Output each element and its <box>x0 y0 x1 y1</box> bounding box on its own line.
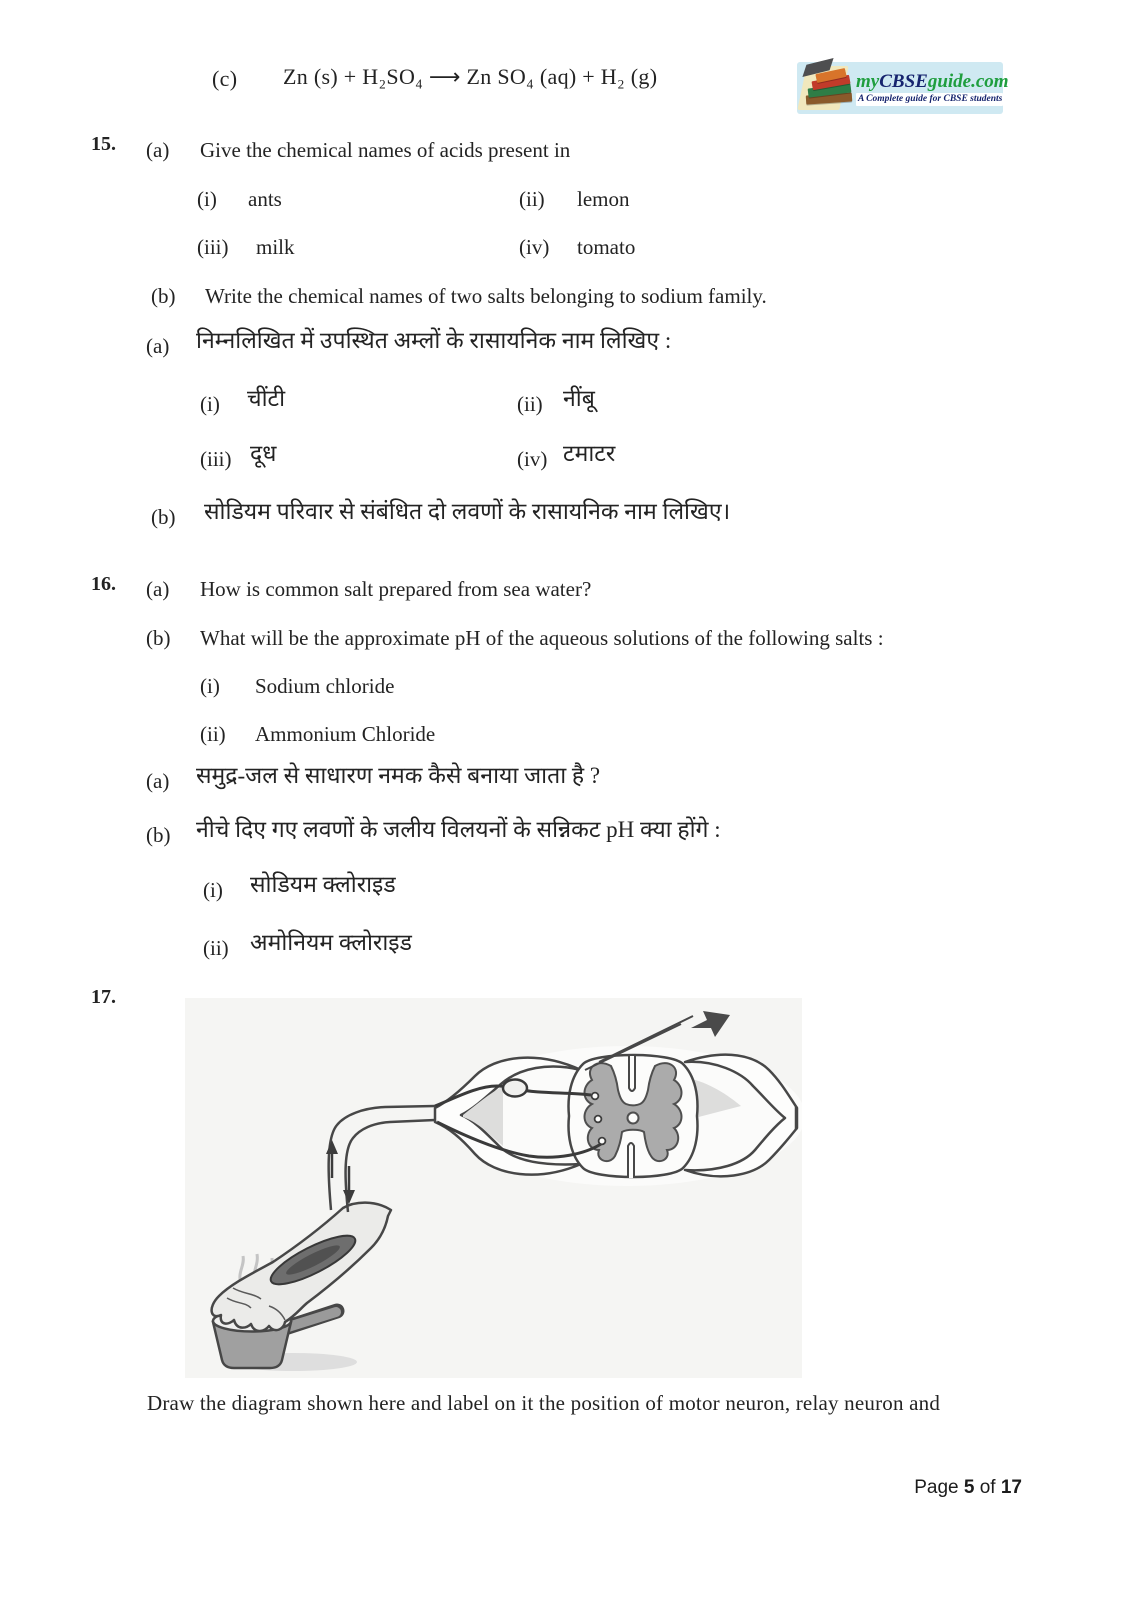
list-item-text: सोडियम क्लोराइड <box>250 872 396 897</box>
reflex-arc-figure <box>185 998 802 1378</box>
list-item-text: ants <box>248 187 282 211</box>
books-and-cap-icon <box>797 62 855 114</box>
equation-item-label: (c) <box>212 66 238 91</box>
question-number-17: 17. <box>91 986 116 1008</box>
question-number-16: 16. <box>91 573 116 595</box>
logo-my: my <box>856 70 880 92</box>
q15a-text: Give the chemical names of acids present in <box>200 138 571 162</box>
list-item-text: lemon <box>577 187 630 211</box>
list-item-marker: (iv) <box>517 447 548 471</box>
list-item-marker: (iii) <box>200 447 232 471</box>
q16a-hi-label: (a) <box>146 769 170 793</box>
list-item-marker: (ii) <box>203 936 229 960</box>
chemical-equation: Zn (s) + H₂SO₄ ⟶ Zn SO₄ (aq) + H₂ (g) <box>283 64 658 89</box>
list-item-marker: (i) <box>203 878 223 902</box>
q16b-label: (b) <box>146 626 171 650</box>
list-item-text: Ammonium Chloride <box>255 722 436 746</box>
q15b-text: Write the chemical names of two salts belonging to sodium family. <box>205 284 767 308</box>
logo-text <box>855 70 1009 106</box>
central-canal <box>628 1113 639 1124</box>
q15b-hi-label: (b) <box>151 505 176 529</box>
list-item-text: Sodium chloride <box>255 674 395 698</box>
list-item-marker: (iii) <box>197 235 229 259</box>
q16a-label: (a) <box>146 577 170 601</box>
list-item-marker: (ii) <box>200 722 226 746</box>
list-item-text: टमाटर <box>563 441 616 466</box>
reflex-arc-diagram <box>185 998 802 1378</box>
page-footer <box>914 1477 1022 1499</box>
q16a-text: How is common salt prepared from sea water? <box>200 577 592 601</box>
q15a-label: (a) <box>146 138 170 162</box>
dorsal-root-ganglion <box>503 1080 527 1097</box>
total-pages: 17 <box>1000 1477 1022 1498</box>
list-item-marker: (i) <box>200 392 220 416</box>
logo-tagline: A Complete guide for CBSE students <box>858 93 1003 104</box>
list-item-text: नींबू <box>563 386 595 411</box>
list-item-marker: (i) <box>200 674 220 698</box>
mycbseguide-logo[interactable] <box>797 62 1009 114</box>
page-label: Page <box>914 1477 959 1498</box>
q15a-hi-label: (a) <box>146 334 170 358</box>
q15a-hi-text: निम्नलिखित में उपस्थित अम्लों के रासायनिक नाम लिखिए : <box>196 328 672 353</box>
q16a-hi-text: समुद्र-जल से साधारण नमक कैसे बनाया जाता है ? <box>196 763 601 788</box>
list-item-text: चींटी <box>247 386 286 411</box>
q16b-text: What will be the approximate pH of the aqueous solutions of the following salts : <box>200 626 884 650</box>
q16b-hi-label: (b) <box>146 823 171 847</box>
list-item-marker: (i) <box>197 187 217 211</box>
list-item-text: tomato <box>577 235 636 259</box>
q15b-hi-text: सोडियम परिवार से संबंधित दो लवणों के रासायनिक नाम लिखिए। <box>204 499 731 524</box>
q15b-label: (b) <box>151 284 176 308</box>
list-item-marker: (ii) <box>517 392 543 416</box>
list-item-text: milk <box>256 235 295 259</box>
question-number-15: 15. <box>91 133 116 155</box>
logo-guide: guide.com <box>927 70 1009 92</box>
page-number: 5 <box>963 1477 975 1498</box>
figure-caption: Draw the diagram shown here and label on it the position of motor neuron, relay neuron and <box>147 1391 941 1415</box>
logo-cbse: CBSE <box>879 70 928 92</box>
list-item-marker: (iv) <box>519 235 550 259</box>
list-item-text: दूध <box>250 441 277 466</box>
q16b-hi-text: नीचे दिए गए लवणों के जलीय विलयनों के सन्निकट pH क्या होंगे : <box>196 817 721 842</box>
list-item-text: अमोनियम क्लोराइड <box>250 930 412 955</box>
of-label: of <box>979 1477 996 1498</box>
list-item-marker: (ii) <box>519 187 545 211</box>
